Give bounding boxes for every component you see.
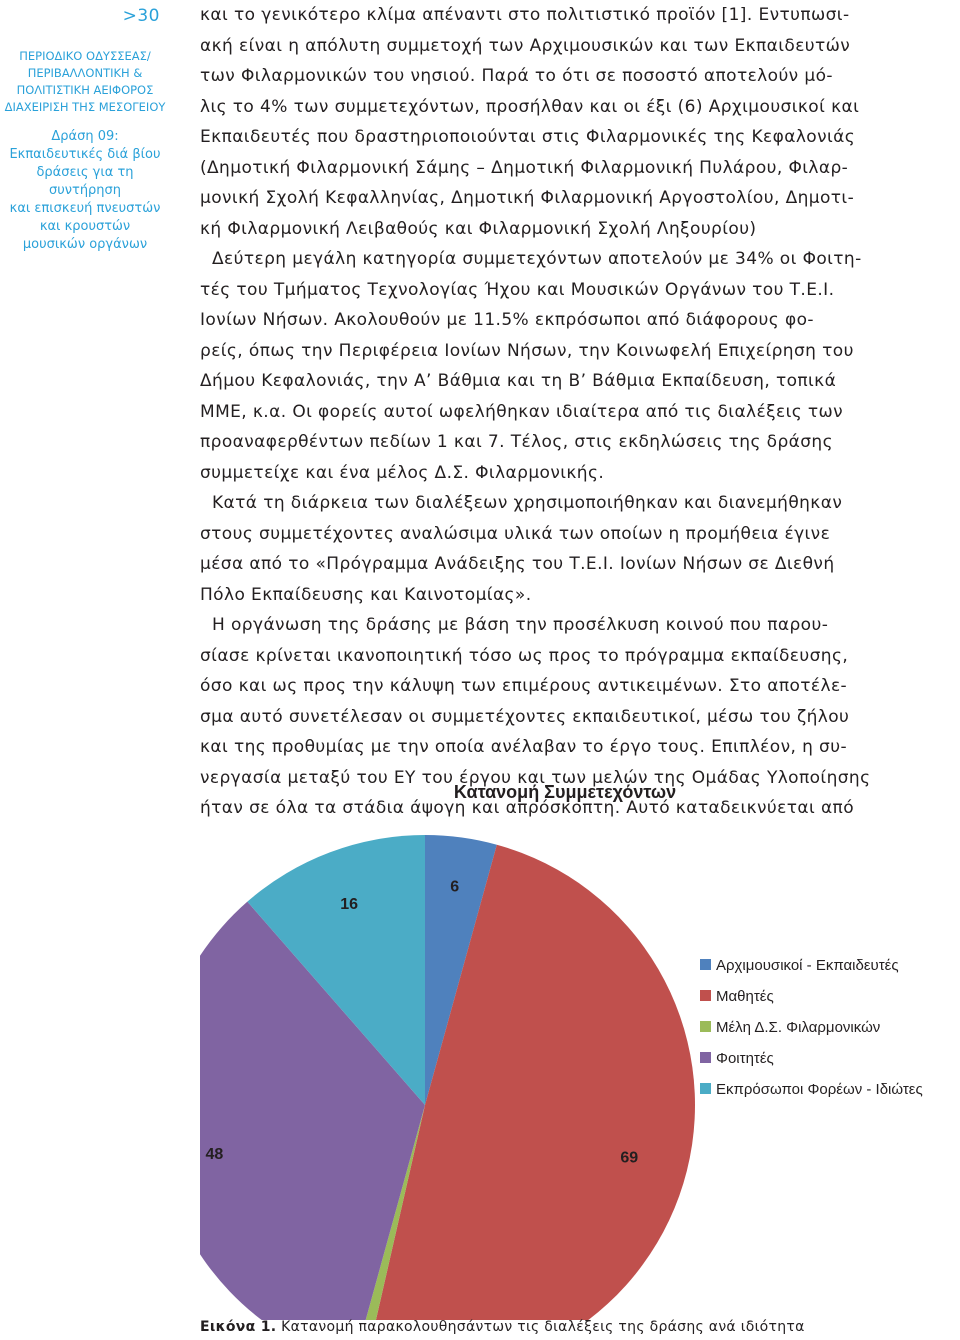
text-line: Εκπαιδευτές που δραστηριοποιούνται στις Φιλαρμονικές της Κεφαλονιάς <box>200 127 856 147</box>
text-line: σμα αυτό συνετέλεσαν οι συμμετέχοντες εκπαιδευτικοί, μέσω του ζήλου <box>200 706 850 727</box>
action-title <box>0 128 170 254</box>
text-line: συμμετείχε και ένα μέλος Δ.Σ. Φιλαρμονικής. <box>200 462 605 483</box>
legend-swatch <box>700 990 711 1001</box>
action-line: μουσικών οργάνων <box>22 237 148 252</box>
text-line: μέσα από το «Πρόγραμμα Ανάδειξης του Τ.Ε.Ι. Ιονίων Νήσων σε Διεθνή <box>200 554 835 574</box>
text-line: Δεύτερη μεγάλη κατηγορία συμμετεχόντων αποτελούν με 34% οι Φοιτη- <box>212 249 862 269</box>
chart-legend <box>700 957 923 1098</box>
caption-label: Εικόνα 1. <box>200 1319 277 1335</box>
figure-caption <box>200 1319 805 1335</box>
legend-label: Εκπρόσωποι Φορέων - Ιδιώτες <box>716 1081 923 1098</box>
legend-swatch <box>700 1052 711 1063</box>
text-line: σίασε κρίνεται ικανοποιητική τόσο ως προς το πρόγραμμα εκπαίδευσης, <box>200 645 849 666</box>
pie-slices <box>200 835 695 1320</box>
legend-swatch <box>700 959 711 970</box>
text-line: κή Φιλαρμονική Λειβαθούς και Φιλαρμονική Σχολή Ληξουρίου) <box>200 218 757 239</box>
series-line: ΔΙΑΧΕΙΡΙΣΗ ΤΗΣ ΜΕΣΟΓΕΙΟΥ <box>4 100 166 114</box>
text-line: ΜΜΕ, κ.α. Οι φορείς αυτοί ωφελήθηκαν ιδιαίτερα από τις διαλέξεις των <box>200 401 844 422</box>
text-line: ακή είναι η απόλυτη συμμετοχή των Αρχιμουσικών και των Εκπαιδευτών <box>200 35 851 56</box>
legend-label: Μέλη Δ.Σ. Φιλαρμονικών <box>716 1019 881 1036</box>
action-line: Δράση 09: <box>51 129 119 144</box>
legend-label: Αρχιμουσικοί - Εκπαιδευτές <box>716 957 899 974</box>
sidebar <box>0 0 170 270</box>
text-line: ρείς, όπως την Περιφέρεια Ιονίων Νήσων, την Κοινωφελή Επιχείρηση του <box>200 340 854 361</box>
text-line: λις το 4% των συμμετεχόντων, προσήλθαν και οι έξι (6) Αρχιμουσικοί και <box>200 96 860 117</box>
text-line: προαναφερθέντων πεδίων 1 και 7. Τέλος, στις εκδηλώσεις της δράσης <box>200 432 833 452</box>
series-line: ΠΟΛΙΤΙΣΤΙΚΗ ΑΕΙΦΟΡΟΣ <box>16 83 154 97</box>
data-label: 16 <box>340 895 359 913</box>
legend-label: Φοιτητές <box>716 1050 774 1067</box>
pie-chart <box>200 760 960 1320</box>
text-line: (Δημοτική Φιλαρμονική Σάμης – Δημοτική Φιλαρμονική Πυλάρου, Φιλαρ- <box>200 157 849 178</box>
paragraph-3 <box>200 488 958 610</box>
text-line: Δήμου Κεφαλονιάς, την Α’ Βάθμια και τη Β’ Βάθμια Εκπαίδευση, τοπικά <box>200 371 837 391</box>
page-number: >30 <box>122 6 160 26</box>
text-line: τές του Τμήματος Τεχνολογίας Ήχου και Μουσικών Οργάνων του Τ.Ε.Ι. <box>200 279 835 300</box>
legend-swatch <box>700 1083 711 1094</box>
text-line: των Φιλαρμονικών του νησιού. Παρά το ότι σε ποσοστό αποτελούν μό- <box>200 66 833 86</box>
pie-chart-figure <box>200 760 960 1320</box>
text-line: και το γενικότερο κλίμα απέναντι στο πολιτιστικό προϊόν [1]. Εντυπωσι- <box>200 5 850 25</box>
text-line: ήταν σε όλα τα στάδια άψογη και απρόσκοπτη. Αυτό καταδεικνύεται από <box>200 798 854 818</box>
data-label: 48 <box>205 1146 224 1164</box>
series-line: ΠΕΡΙΒΑΛΛΟΝΤΙΚΗ & <box>27 66 143 80</box>
paragraph-2 <box>200 244 958 488</box>
text-line: νεργασία μεταξύ του ΕΥ του έργου και των μελών της Ομάδας Υλοποίησης <box>200 767 871 788</box>
text-line: Πόλο Εκπαίδευσης και Καινοτομίας». <box>200 584 532 605</box>
legend-label: Μαθητές <box>716 988 774 1005</box>
data-label: 6 <box>450 878 460 896</box>
text-line: Κατά τη διάρκεια των διαλέξεων χρησιμοποιήθηκαν και διανεμήθηκαν <box>212 493 843 513</box>
text-line: στους συμμετέχοντες αναλώσιμα υλικά των οποίων η προμήθεια έγινε <box>200 523 831 544</box>
chart-title: Κατανομή Συμμετεχόντων <box>453 782 677 802</box>
body-text <box>200 0 958 824</box>
action-line: και επισκευή πνευστών <box>9 201 161 216</box>
text-line: Ιονίων Νήσων. Ακολουθούν με 11.5% εκπρόσωποι από διάφορους φο- <box>200 310 814 330</box>
legend-swatch <box>700 1021 711 1032</box>
paragraph-1 <box>200 0 958 244</box>
series-line: ΠΕΡΙΟΔΙΚΟ ΟΔΥΣΣΕΑΣ/ <box>19 49 151 63</box>
action-line: Εκπαιδευτικές διά βίου <box>9 147 161 162</box>
text-line: μονική Σχολή Κεφαλληνίας, Δημοτική Φιλαρμονική Αργοστολίου, Δημοτι- <box>200 188 855 208</box>
data-label: 69 <box>620 1149 639 1167</box>
action-line: δράσεις για τη συντήρηση <box>36 165 134 198</box>
caption-text: Κατανομή παρακολουθησάντων τις διαλέξεις της δράσης ανά ιδιότητα <box>276 1319 805 1335</box>
journal-series-title <box>0 48 170 116</box>
action-line: και κρουστών <box>39 219 131 234</box>
text-line: όσο και ως προς την κάλυψη των επιμέρους αντικειμένων. Στο αποτέλε- <box>200 676 848 696</box>
text-line: Η οργάνωση της δράσης με βάση την προσέλκυση κοινού που παρου- <box>212 615 829 635</box>
text-line: και της προθυμίας με την οποία ανέλαβαν το έργο τους. Επιπλέον, η συ- <box>200 737 848 757</box>
